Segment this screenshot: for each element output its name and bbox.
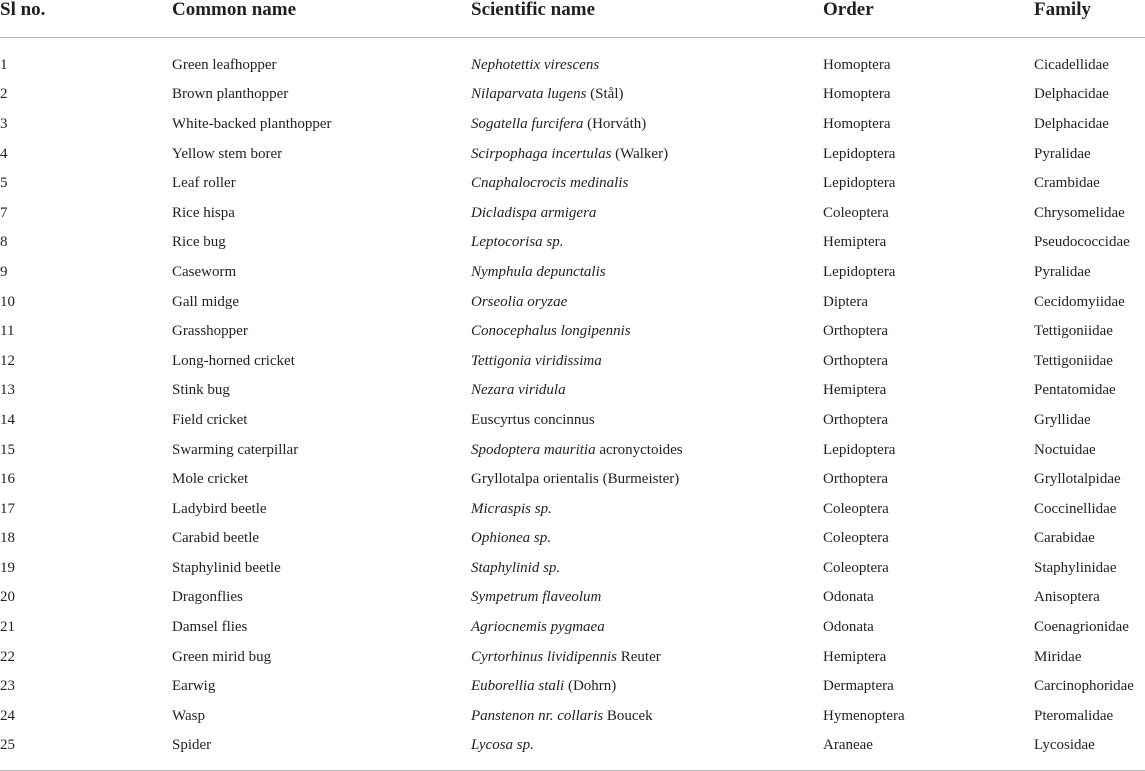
cell-family: Crambidae (1034, 175, 1100, 192)
scientific-name-italic: Tettigonia viridissima (471, 352, 602, 369)
cell-order: Homoptera (823, 115, 891, 132)
scientific-name-italic: Euborellia stali (471, 678, 565, 695)
cell-order: Orthoptera (823, 471, 888, 488)
cell-common-name: Ladybird beetle (172, 500, 267, 517)
scientific-name-italic: Cnaphalocrocis medinalis (471, 175, 629, 192)
cell-scientific-name (471, 287, 823, 317)
cell-sl-no: 22 (0, 648, 15, 665)
cell-scientific-name (471, 671, 823, 701)
cell-family: Pyralidae (1034, 145, 1091, 162)
cell-common-name: Green leafhopper (172, 56, 277, 73)
table-row (0, 464, 1145, 494)
header-row (0, 0, 1145, 38)
table-row (0, 50, 1145, 80)
cell-family: Tettigoniidae (1034, 352, 1113, 369)
cell-sl-no: 25 (0, 737, 15, 754)
table-row (0, 376, 1145, 406)
cell-scientific-name (471, 701, 823, 731)
cell-family: Anisoptera (1034, 589, 1100, 606)
scientific-name-italic: Leptocorisa sp. (471, 234, 564, 251)
cell-sl-no: 4 (0, 145, 8, 162)
cell-common-name: Earwig (172, 678, 216, 695)
cell-sl-no: 9 (0, 263, 8, 280)
cell-family: Cecidomyiidae (1034, 293, 1125, 310)
cell-sl-no: 5 (0, 175, 8, 192)
scientific-name-italic: Micraspis sp. (471, 500, 552, 517)
scientific-name-plain: Boucek (603, 707, 653, 724)
header-family: Family (1034, 0, 1145, 38)
header-scientific-name: Scientific name (471, 0, 823, 38)
cell-scientific-name (471, 464, 823, 494)
table-body (0, 38, 1145, 771)
cell-scientific-name (471, 612, 823, 642)
scientific-name-italic: Ophionea sp. (471, 530, 551, 547)
table-row (0, 612, 1145, 642)
cell-scientific-name (471, 642, 823, 672)
scientific-name-italic: Sympetrum flaveolum (471, 589, 602, 606)
cell-order: Lepidoptera (823, 441, 896, 458)
cell-sl-no: 2 (0, 86, 8, 103)
scientific-name-plain: Reuter (616, 648, 661, 665)
table-row (0, 346, 1145, 376)
scientific-name-plain: (Stål) (586, 86, 624, 103)
scientific-name-italic: Scirpophaga incertulas (471, 145, 612, 162)
cell-order: Coleoptera (823, 204, 889, 221)
scientific-name-italic: Panstenon nr. collaris (471, 707, 604, 724)
header-common-name: Common name (172, 0, 471, 38)
cell-sl-no: 19 (0, 559, 15, 576)
cell-common-name: Gall midge (172, 293, 240, 310)
cell-common-name: Green mirid bug (172, 648, 272, 665)
table-row (0, 287, 1145, 317)
cell-sl-no: 1 (0, 56, 8, 73)
scientific-name-italic: Nephotettix virescens (471, 56, 600, 73)
scientific-name-italic: Dicladispa armigera (471, 204, 597, 221)
table-row (0, 583, 1145, 613)
cell-sl-no: 18 (0, 530, 15, 547)
table-bottom-rule (0, 760, 1145, 771)
cell-common-name: Grasshopper (172, 323, 248, 340)
cell-common-name: Brown planthopper (172, 86, 289, 103)
cell-scientific-name (471, 583, 823, 613)
cell-scientific-name (471, 168, 823, 198)
cell-sl-no: 17 (0, 500, 15, 517)
table-row (0, 198, 1145, 228)
scientific-name-plain: (Walker) (611, 145, 669, 162)
cell-sl-no: 10 (0, 293, 15, 310)
cell-family: Pyralidae (1034, 263, 1091, 280)
table-row (0, 257, 1145, 287)
cell-scientific-name (471, 228, 823, 258)
cell-family: Miridae (1034, 648, 1082, 665)
table-row (0, 168, 1145, 198)
table-row (0, 553, 1145, 583)
cell-order: Diptera (823, 293, 868, 310)
cell-family: Tettigoniidae (1034, 323, 1113, 340)
scientific-name-plain: acronyctoides (595, 441, 683, 458)
cell-order: Hemiptera (823, 234, 887, 251)
scientific-name-plain: Gryllotalpa orientalis (Burmeister) (471, 471, 680, 488)
cell-family: Lycosidae (1034, 737, 1095, 754)
scientific-name-plain: Euscyrtus concinnus (471, 411, 595, 428)
cell-common-name: Spider (172, 737, 212, 754)
cell-common-name: Stink bug (172, 382, 230, 399)
table-row (0, 80, 1145, 110)
cell-order: Homoptera (823, 56, 891, 73)
cell-order: Homoptera (823, 86, 891, 103)
cell-order: Lepidoptera (823, 175, 896, 192)
cell-family: Carcinophoridae (1034, 678, 1134, 695)
cell-order: Coleoptera (823, 559, 889, 576)
cell-common-name: Caseworm (172, 263, 237, 280)
scientific-name-italic: Staphylinid sp. (471, 559, 561, 576)
cell-order: Araneae (823, 737, 873, 754)
cell-order: Coleoptera (823, 500, 889, 517)
cell-scientific-name (471, 376, 823, 406)
cell-order: Hemiptera (823, 382, 887, 399)
table-row (0, 139, 1145, 169)
cell-scientific-name (471, 435, 823, 465)
scientific-name-italic: Agriocnemis pygmaea (471, 619, 605, 636)
scientific-name-italic: Spodoptera mauritia (471, 441, 596, 458)
scientific-name-italic: Nymphula depunctalis (471, 263, 606, 280)
cell-family: Coenagrionidae (1034, 619, 1129, 636)
scientific-name-italic: Conocephalus longipennis (471, 323, 631, 340)
cell-common-name: Carabid beetle (172, 530, 260, 547)
cell-order: Lepidoptera (823, 145, 896, 162)
cell-family: Gryllidae (1034, 411, 1091, 428)
cell-scientific-name (471, 109, 823, 139)
cell-common-name: Long-horned cricket (172, 352, 295, 369)
cell-scientific-name (471, 553, 823, 583)
cell-order: Dermaptera (823, 678, 894, 695)
cell-scientific-name (471, 80, 823, 110)
table-row (0, 731, 1145, 761)
cell-sl-no: 11 (0, 323, 15, 340)
table-row (0, 524, 1145, 554)
table-row (0, 316, 1145, 346)
cell-order: Odonata (823, 619, 874, 636)
cell-scientific-name (471, 316, 823, 346)
table-row (0, 642, 1145, 672)
table-row (0, 405, 1145, 435)
cell-family: Pseudococcidae (1034, 234, 1130, 251)
cell-common-name: White-backed planthopper (172, 115, 332, 132)
cell-family: Staphylinidae (1034, 559, 1117, 576)
table-row (0, 671, 1145, 701)
cell-order: Hymenoptera (823, 707, 905, 724)
cell-sl-no: 21 (0, 619, 15, 636)
header-spacer (0, 38, 1145, 51)
cell-scientific-name (471, 346, 823, 376)
cell-sl-no: 15 (0, 441, 15, 458)
cell-common-name: Wasp (172, 707, 205, 724)
cell-common-name: Field cricket (172, 411, 248, 428)
cell-order: Orthoptera (823, 323, 888, 340)
cell-family: Carabidae (1034, 530, 1095, 547)
cell-scientific-name (471, 494, 823, 524)
scientific-name-italic: Sogatella furcifera (471, 115, 584, 132)
cell-family: Chrysomelidae (1034, 204, 1125, 221)
cell-sl-no: 16 (0, 471, 15, 488)
cell-common-name: Leaf roller (172, 175, 236, 192)
cell-common-name: Swarming caterpillar (172, 441, 299, 458)
cell-sl-no: 8 (0, 234, 8, 251)
cell-common-name: Rice hispa (172, 204, 235, 221)
cell-sl-no: 24 (0, 707, 15, 724)
table-row (0, 228, 1145, 258)
cell-family: Delphacidae (1034, 115, 1109, 132)
scientific-name-italic: Nilaparvata lugens (471, 86, 587, 103)
cell-sl-no: 20 (0, 589, 15, 606)
cell-scientific-name (471, 524, 823, 554)
scientific-name-italic: Cyrtorhinus lividipennis (471, 648, 617, 665)
table-row (0, 435, 1145, 465)
cell-order: Orthoptera (823, 352, 888, 369)
header-sl-no: Sl no. (0, 0, 172, 38)
cell-sl-no: 3 (0, 115, 8, 132)
cell-common-name: Mole cricket (172, 471, 249, 488)
cell-sl-no: 13 (0, 382, 15, 399)
cell-family: Gryllotalpidae (1034, 471, 1121, 488)
cell-sl-no: 23 (0, 678, 15, 695)
scientific-name-italic: Nezara viridula (471, 382, 566, 399)
cell-scientific-name (471, 198, 823, 228)
cell-common-name: Staphylinid beetle (172, 559, 281, 576)
cell-family: Coccinellidae (1034, 500, 1117, 517)
cell-family: Noctuidae (1034, 441, 1096, 458)
cell-order: Hemiptera (823, 648, 887, 665)
cell-scientific-name (471, 731, 823, 761)
cell-family: Pteromalidae (1034, 707, 1114, 724)
cell-family: Cicadellidae (1034, 56, 1109, 73)
cell-order: Orthoptera (823, 411, 888, 428)
table-row (0, 494, 1145, 524)
scientific-name-italic: Lycosa sp. (471, 737, 534, 754)
table-row (0, 701, 1145, 731)
header-order: Order (823, 0, 1034, 38)
cell-sl-no: 7 (0, 204, 8, 221)
cell-common-name: Rice bug (172, 234, 226, 251)
cell-scientific-name (471, 50, 823, 80)
cell-scientific-name (471, 405, 823, 435)
cell-common-name: Dragonflies (172, 589, 243, 606)
table-header (0, 0, 1145, 38)
cell-order: Coleoptera (823, 530, 889, 547)
cell-family: Delphacidae (1034, 86, 1109, 103)
cell-order: Odonata (823, 589, 874, 606)
cell-common-name: Damsel flies (172, 619, 248, 636)
cell-sl-no: 14 (0, 411, 15, 428)
scientific-name-italic: Orseolia oryzae (471, 293, 568, 310)
table-row (0, 109, 1145, 139)
cell-scientific-name (471, 139, 823, 169)
cell-common-name: Yellow stem borer (172, 145, 283, 162)
cell-family: Pentatomidae (1034, 382, 1116, 399)
cell-order: Lepidoptera (823, 263, 896, 280)
scientific-name-plain: (Horváth) (583, 115, 647, 132)
cell-sl-no: 12 (0, 352, 15, 369)
cell-scientific-name (471, 257, 823, 287)
scientific-name-plain: (Dohrn) (564, 678, 617, 695)
